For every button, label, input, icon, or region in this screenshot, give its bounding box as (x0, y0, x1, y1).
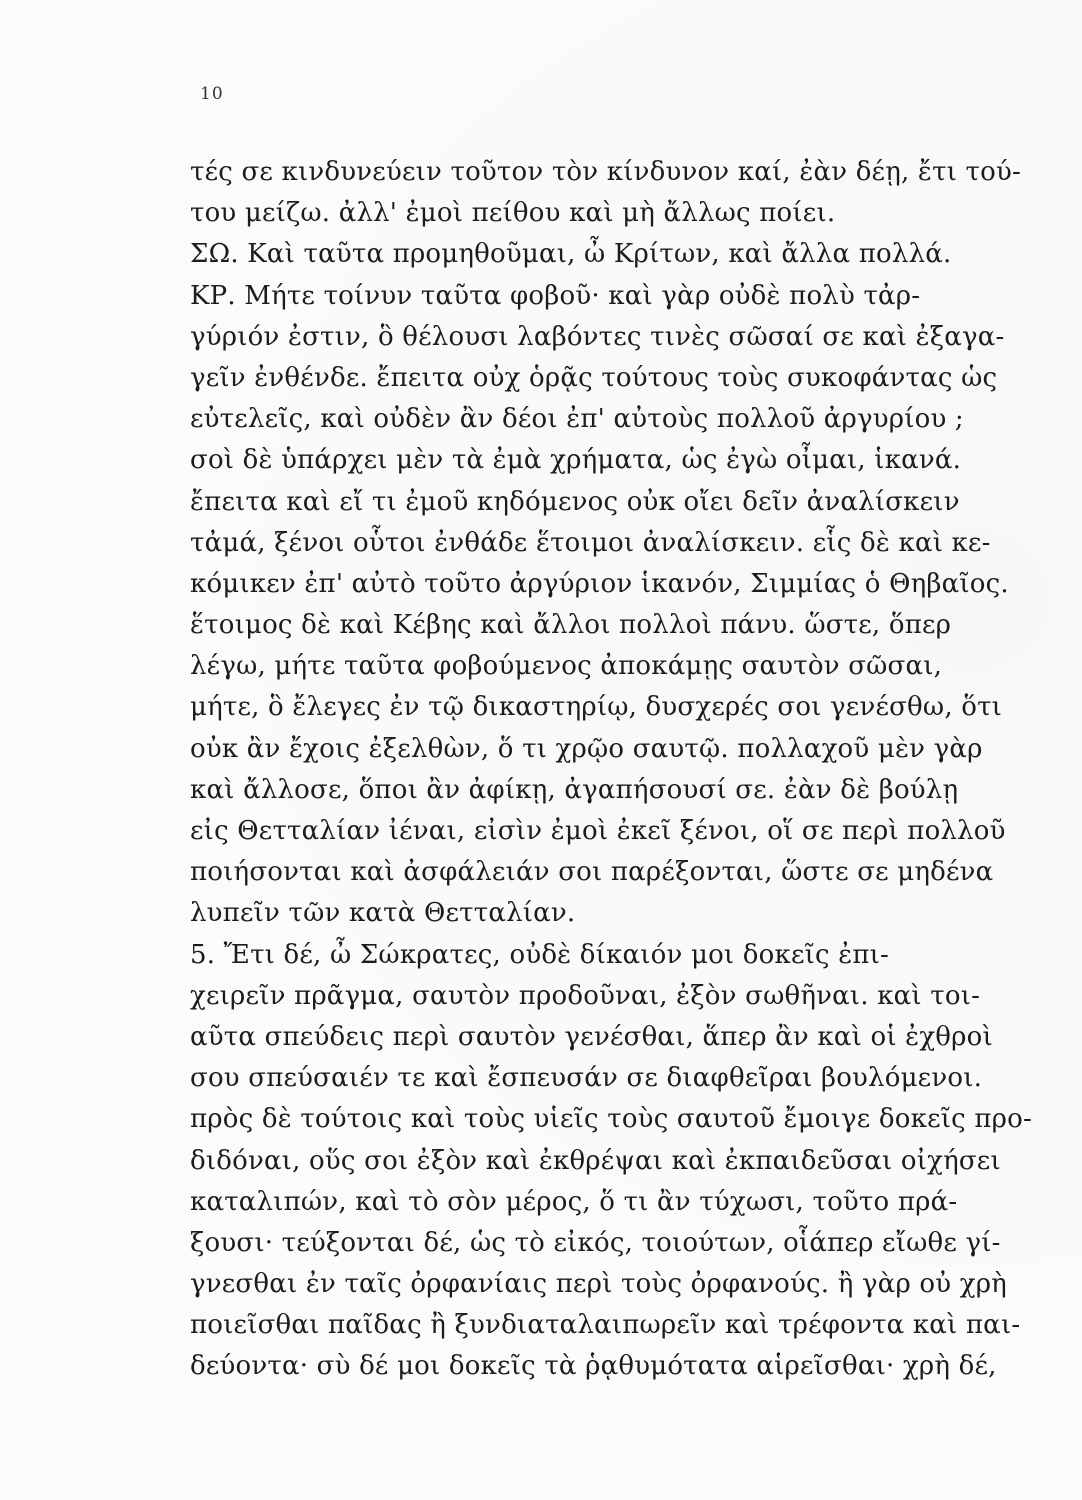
text-line: εὐτελεῖς, καὶ οὐδὲν ἂν δέοι ἐπ' αὐτοὺς πολλοῦ ἀργυρίου ; (190, 404, 964, 435)
text-line: ΣΩ. Καὶ ταῦτα προμηθοῦμαι, ὦ Κρίτων, καὶ ἄλλα πολλά. (190, 239, 952, 270)
text-line: τές σε κινδυνεύειν τοῦτον τὸν κίνδυνον καί, ἐὰν δέῃ, ἔτι τού- (190, 157, 1021, 187)
text-line: διδόναι, οὕς σοι ἐξὸν καὶ ἐκθρέψαι καὶ ἐκπαιδεῦσαι οἰχήσει (190, 1145, 1001, 1176)
text-line: οὐκ ἂν ἔχοις ἐξελθὼν, ὅ τι χρῷο σαυτῷ. πολλαχοῦ μὲν γὰρ (190, 733, 983, 764)
text-line: ἕτοιμος δὲ καὶ Κέβης καὶ ἄλλοι πολλοὶ πάνυ. ὥστε, ὅπερ (190, 610, 952, 641)
text-line: γνεσθαι ἐν ταῖς ὀρφανίαις περὶ τοὺς ὀρφανούς. ἢ γὰρ οὐ χρὴ (190, 1269, 1007, 1300)
text-line: εἰς Θετταλίαν ἰέναι, εἰσὶν ἐμοὶ ἐκεῖ ξένοι, οἵ σε περὶ πολλοῦ (190, 816, 1006, 846)
page-number: 10 (200, 84, 224, 104)
text-line: αῦτα σπεύδεις περὶ σαυτὸν γενέσθαι, ἅπερ ἂν καὶ οἱ ἐχθροὶ (190, 1021, 993, 1052)
text-line: του μείζω. ἀλλ' ἐμοὶ πείθου καὶ μὴ ἄλλως ποίει. (190, 198, 836, 229)
text-line: ΚΡ. Μήτε τοίνυν ταῦτα φοβοῦ· καὶ γὰρ οὐδὲ πολὺ τἀρ- (190, 280, 921, 311)
text-line: γύριόν ἐστιν, ὃ θέλουσι λαβόντες τινὲς σῶσαί σε καὶ ἐξαγα- (190, 321, 1005, 352)
text-line: πρὸς δὲ τούτοις καὶ τοὺς υἱεῖς τοὺς σαυτοῦ ἔμοιγε δοκεῖς προ- (190, 1104, 1032, 1135)
text-line: δεύοντα· σὺ δέ μοι δοκεῖς τὰ ῥᾳθυμότατα αἱρεῖσθαι· χρὴ δέ, (190, 1351, 997, 1382)
text-line: σου σπεύσαιέν τε καὶ ἔσπευσάν σε διαφθεῖραι βουλόμενοι. (190, 1063, 983, 1094)
text-line: ξουσι· τεύξονται δέ, ὡς τὸ εἰκός, τοιούτων, οἷάπερ εἴωθε γί- (190, 1227, 1001, 1258)
text-line: γεῖν ἐνθένδε. ἔπειτα οὐχ ὁρᾷς τούτους τοὺς συκοφάντας ὡς (190, 362, 998, 393)
text-line: κόμικεν ἐπ' αὐτὸ τοῦτο ἀργύριον ἱκανόν, Σιμμίας ὁ Θηβαῖος. (190, 568, 1009, 599)
text-line: τἀμά, ξένοι οὗτοι ἐνθάδε ἕτοιμοι ἀναλίσκειν. εἷς δὲ καὶ κε- (190, 527, 991, 558)
body-text (190, 152, 1050, 1388)
text-line: ἔπειτα καὶ εἴ τι ἐμοῦ κηδόμενος οὐκ οἴει δεῖν ἀναλίσκειν (190, 486, 960, 517)
text-line: καὶ ἄλλοσε, ὅποι ἂν ἀφίκῃ, ἀγαπήσουσί σε. ἐὰν δὲ βούλῃ (190, 774, 959, 805)
text-line: ποιήσονται καὶ ἀσφάλειάν σοι παρέξονται, ὥστε σε μηδένα (190, 857, 994, 888)
text-line: σοὶ δὲ ὑπάρχει μὲν τὰ ἐμὰ χρήματα, ὡς ἐγὼ οἶμαι, ἱκανά. (190, 445, 962, 476)
text-line: χειρεῖν πρᾶγμα, σαυτὸν προδοῦναι, ἐξὸν σωθῆναι. καὶ τοι- (190, 980, 981, 1011)
text-line: 5. Ἔτι δέ, ὦ Σώκρατες, οὐδὲ δίκαιόν μοι δοκεῖς ἐπι- (190, 939, 890, 970)
text-line: λέγω, μήτε ταῦτα φοβούμενος ἀποκάμῃς σαυτὸν σῶσαι, (190, 651, 943, 682)
text-line: λυπεῖν τῶν κατὰ Θετταλίαν. (190, 898, 576, 929)
text-line: μήτε, ὃ ἔλεγες ἐν τῷ δικαστηρίῳ, δυσχερές σοι γενέσθω, ὅτι (190, 692, 1003, 723)
text-line: ποιεῖσθαι παῖδας ἢ ξυνδιαταλαιπωρεῖν καὶ τρέφοντα καὶ παι- (190, 1310, 1021, 1341)
text-line: καταλιπών, καὶ τὸ σὸν μέρος, ὅ τι ἂν τύχωσι, τοῦτο πρά- (190, 1186, 958, 1217)
